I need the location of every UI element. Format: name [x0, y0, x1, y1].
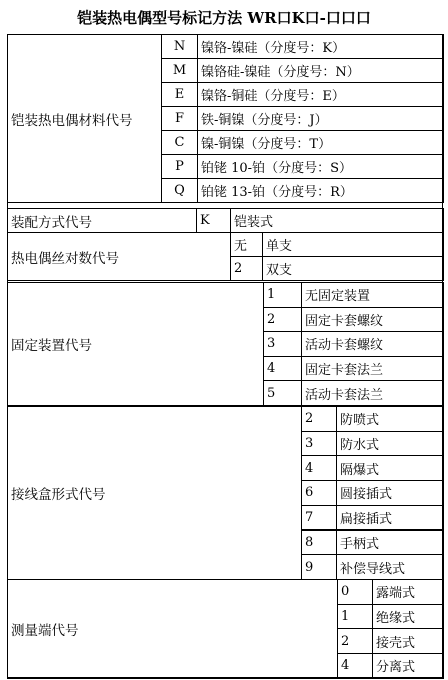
code-cell: F	[161, 106, 198, 131]
description-cell: 铂铑 13-铂（分度号：R）	[197, 178, 444, 203]
code-cell: 4	[263, 356, 302, 382]
description-cell: 分离式	[372, 653, 444, 679]
code-cell: E	[161, 82, 198, 107]
description-cell: 无固定装置	[301, 282, 444, 308]
description-cell: 手柄式	[336, 530, 444, 556]
description-cell: 扁接插式	[336, 505, 444, 531]
description-cell: 补偿导线式	[336, 554, 444, 580]
description-cell: 铠装式	[230, 208, 444, 233]
code-cell: K	[196, 208, 231, 233]
code-cell: 0	[337, 579, 373, 605]
description-cell: 接壳式	[372, 628, 444, 654]
fixing-section-label: 固定装置代号	[7, 282, 264, 406]
description-cell: 防水式	[336, 431, 444, 457]
code-cell: Q	[161, 178, 198, 203]
code-cell: 2	[230, 256, 263, 281]
description-cell: 铁-铜镍（分度号：J）	[197, 106, 444, 131]
description-cell: 铂铑 10-铂（分度号：S）	[197, 154, 444, 179]
description-cell: 双支	[262, 256, 444, 281]
description-cell: 固定卡套法兰	[301, 356, 444, 382]
description-cell: 镍铬-铜硅（分度号：E）	[197, 82, 444, 107]
description-cell: 露端式	[372, 579, 444, 605]
code-cell: 6	[301, 480, 337, 506]
code-cell: 1	[263, 282, 302, 308]
material-section-label: 铠装热电偶材料代号	[7, 34, 162, 203]
assembly-section-label: 装配方式代号	[7, 208, 197, 233]
junction-box-section-label: 接线盒形式代号	[7, 406, 302, 580]
code-cell: 4	[301, 455, 337, 481]
description-cell: 隔爆式	[336, 455, 444, 481]
code-cell: P	[161, 154, 198, 179]
description-cell: 绝缘式	[372, 604, 444, 630]
code-cell: 8	[301, 530, 337, 556]
code-cell: N	[161, 34, 198, 59]
code-cell: 2	[263, 307, 302, 333]
description-cell: 防喷式	[336, 406, 444, 432]
code-cell: 2	[301, 406, 337, 432]
code-cell: 9	[301, 554, 337, 580]
code-cell: 4	[337, 653, 373, 679]
code-cell: 5	[263, 380, 302, 406]
code-cell: C	[161, 130, 198, 155]
code-cell: 7	[301, 505, 337, 531]
description-cell: 圆接插式	[336, 480, 444, 506]
description-cell: 镍铬-镍硅（分度号：K）	[197, 34, 444, 59]
wire-pairs-section-label: 热电偶丝对数代号	[7, 232, 231, 281]
description-cell: 镍-铜镍（分度号：T）	[197, 130, 444, 155]
code-cell: 3	[263, 331, 302, 357]
description-cell: 镍铬硅-镍硅（分度号：N）	[197, 58, 444, 83]
code-cell: 3	[301, 431, 337, 457]
description-cell: 活动卡套螺纹	[301, 331, 444, 357]
code-cell: 1	[337, 604, 373, 630]
measuring-end-section-label: 测量端代号	[7, 579, 338, 679]
description-cell: 活动卡套法兰	[301, 380, 444, 406]
code-cell: 2	[337, 628, 373, 654]
code-cell: 无	[230, 232, 263, 257]
description-cell: 单支	[262, 232, 444, 257]
code-cell: M	[161, 58, 198, 83]
page-title: 铠装热电偶型号标记方法 WR口K口-口口口	[77, 9, 371, 27]
description-cell: 固定卡套螺纹	[301, 307, 444, 333]
